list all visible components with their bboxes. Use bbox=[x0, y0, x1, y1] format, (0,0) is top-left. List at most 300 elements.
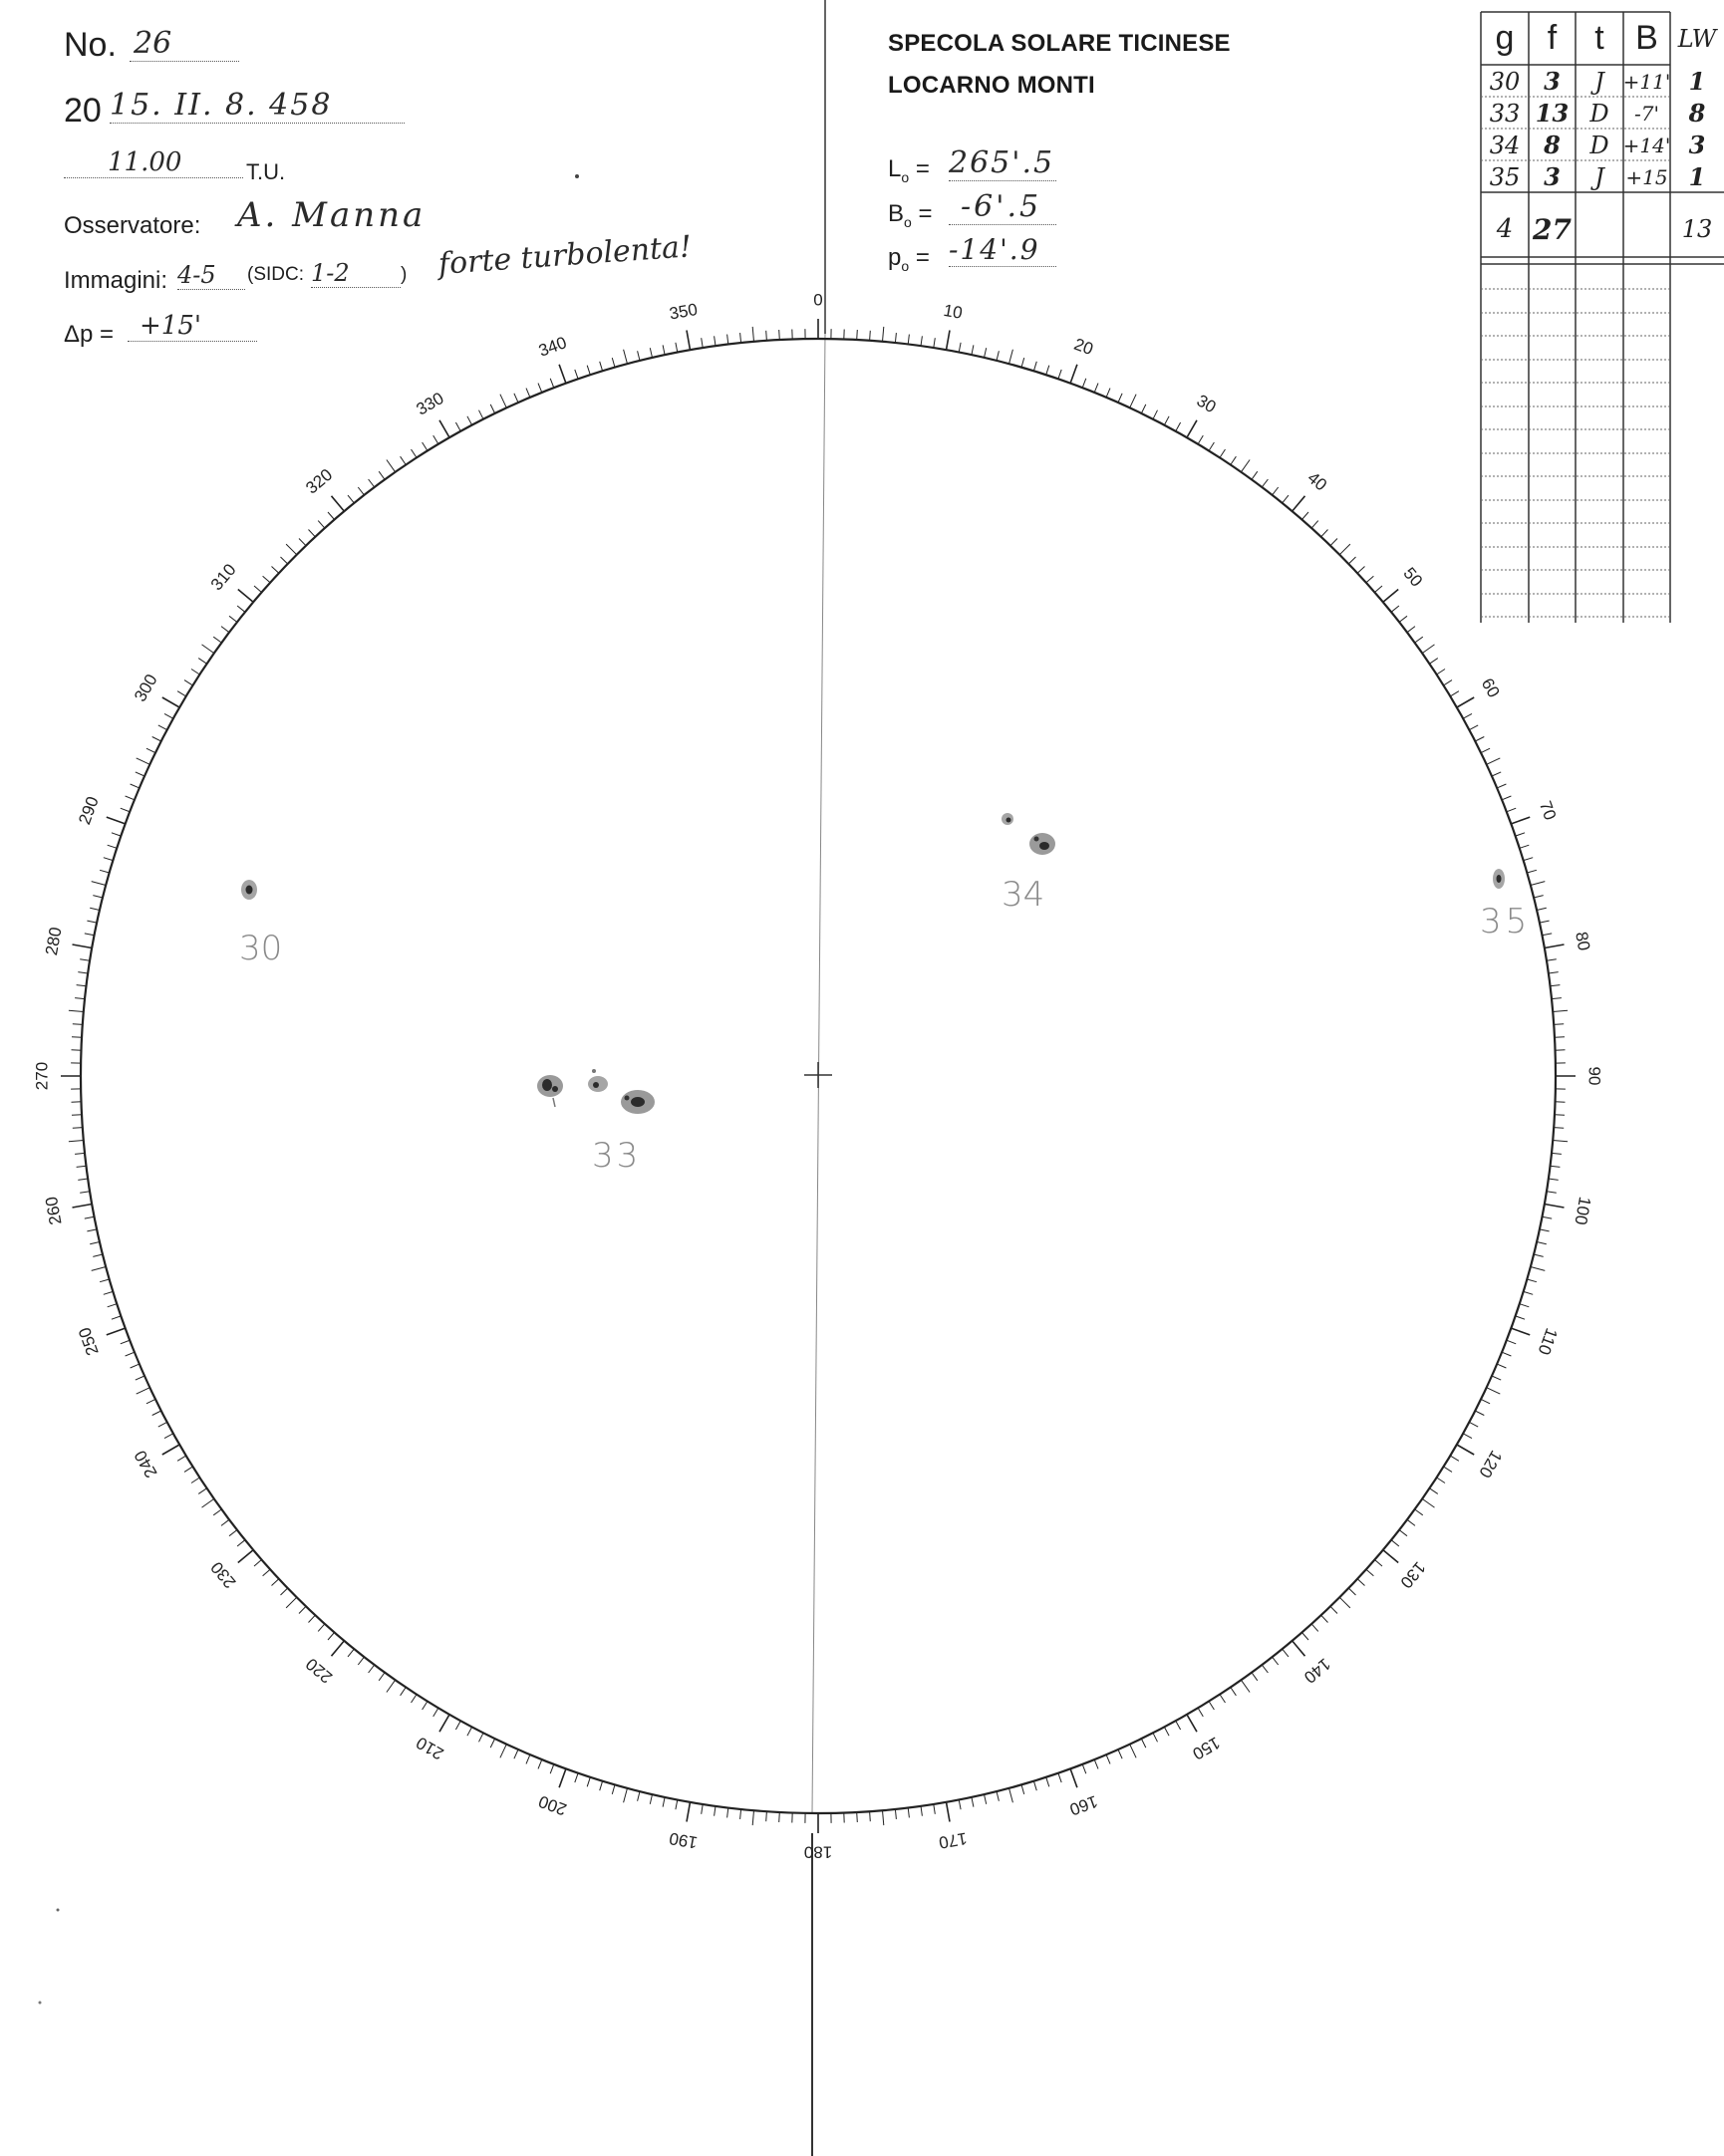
degree-tick bbox=[1502, 1352, 1511, 1356]
group-label-30: 30 bbox=[239, 929, 283, 968]
degree-tick bbox=[136, 772, 144, 776]
table-cell: D bbox=[1589, 131, 1609, 159]
degree-tick bbox=[1537, 908, 1547, 910]
degree-tick bbox=[423, 442, 428, 450]
degree-tick bbox=[439, 1715, 449, 1732]
degree-tick bbox=[112, 1316, 121, 1319]
degree-tick bbox=[600, 362, 603, 372]
degree-label: 20 bbox=[1071, 334, 1096, 360]
sidc-value: 1-2 bbox=[311, 259, 401, 288]
degree-tick bbox=[423, 1702, 428, 1710]
table-total-groups: 4 bbox=[1496, 214, 1514, 244]
degree-tick bbox=[107, 1328, 126, 1335]
degree-tick bbox=[1469, 725, 1478, 730]
degree-tick bbox=[93, 896, 103, 898]
table-cell: +15 bbox=[1625, 164, 1668, 189]
degree-tick bbox=[272, 1579, 279, 1586]
degree-tick bbox=[526, 1754, 530, 1763]
degree-tick bbox=[401, 1688, 407, 1696]
degree-tick bbox=[1450, 691, 1459, 696]
degree-tick bbox=[137, 1388, 150, 1394]
degree-tick bbox=[1502, 796, 1511, 800]
degree-tick bbox=[164, 1434, 173, 1439]
degree-label: 60 bbox=[1477, 674, 1504, 701]
degree-tick bbox=[587, 366, 590, 376]
degree-tick bbox=[650, 1794, 652, 1804]
degree-tick bbox=[1492, 1376, 1501, 1380]
degree-tick bbox=[1302, 512, 1309, 520]
degree-tick bbox=[348, 1649, 354, 1657]
degree-tick bbox=[1241, 1680, 1250, 1692]
degree-tick bbox=[467, 416, 472, 425]
degree-tick bbox=[715, 336, 716, 346]
degree-tick bbox=[479, 410, 484, 419]
degree-label: 230 bbox=[206, 1557, 240, 1592]
degree-tick bbox=[1554, 1024, 1564, 1025]
degree-tick bbox=[1153, 1733, 1158, 1742]
degree-tick bbox=[1487, 758, 1501, 764]
degree-tick bbox=[191, 1478, 199, 1483]
degree-tick bbox=[1164, 1727, 1169, 1736]
degree-tick bbox=[500, 395, 506, 408]
degree-tick bbox=[1463, 713, 1472, 718]
degree-label: 210 bbox=[413, 1733, 447, 1764]
degree-tick bbox=[1141, 1739, 1145, 1748]
degree-label: 260 bbox=[41, 1195, 66, 1226]
degree-tick bbox=[1021, 358, 1024, 368]
sunspot-group-30 bbox=[241, 880, 257, 900]
degree-tick bbox=[1231, 456, 1237, 464]
degree-tick bbox=[934, 338, 936, 348]
degree-tick bbox=[895, 333, 896, 343]
degree-tick bbox=[1422, 1498, 1434, 1507]
observation-note: forte turbolenta! bbox=[436, 229, 694, 282]
degree-tick bbox=[126, 796, 135, 800]
degree-tick bbox=[1511, 817, 1530, 824]
degree-tick bbox=[1555, 1037, 1565, 1038]
stray-mark bbox=[39, 2002, 42, 2005]
degree-tick bbox=[1118, 1750, 1122, 1758]
degree-tick bbox=[221, 1519, 229, 1525]
degree-tick bbox=[1555, 1115, 1565, 1116]
degree-label: 0 bbox=[813, 290, 823, 310]
degree-tick bbox=[299, 1606, 306, 1613]
sunspot-group-35 bbox=[1493, 869, 1505, 889]
degree-tick bbox=[514, 1750, 518, 1758]
degree-tick bbox=[1241, 460, 1250, 472]
degree-tick bbox=[538, 384, 542, 393]
degree-tick bbox=[1492, 772, 1501, 776]
L-param-label: $L_o$ = bbox=[888, 155, 930, 185]
degree-tick bbox=[213, 1509, 221, 1515]
degree-tick bbox=[895, 1809, 896, 1819]
degree-tick bbox=[1437, 670, 1445, 675]
degree-tick bbox=[1399, 1530, 1407, 1536]
degree-tick bbox=[100, 870, 110, 873]
degree-tick bbox=[1457, 697, 1474, 707]
degree-tick bbox=[1348, 1588, 1355, 1595]
degree-tick bbox=[972, 345, 974, 355]
degree-tick bbox=[348, 495, 354, 503]
degree-tick bbox=[1516, 833, 1525, 836]
degree-tick bbox=[1094, 384, 1098, 393]
table-header-g: g bbox=[1495, 19, 1515, 57]
degree-label: 340 bbox=[535, 333, 570, 361]
table-cell: 3 bbox=[1688, 131, 1706, 159]
date-value: 15. II. 8. 458 bbox=[110, 88, 405, 124]
degree-tick bbox=[1046, 366, 1049, 376]
degree-tick bbox=[1231, 1688, 1237, 1696]
degree-tick bbox=[1450, 1456, 1459, 1461]
table-cell: 33 bbox=[1489, 99, 1521, 128]
degree-tick bbox=[309, 530, 316, 537]
degree-tick bbox=[702, 338, 704, 348]
degree-label: 310 bbox=[206, 560, 240, 595]
degree-label: 90 bbox=[1584, 1066, 1604, 1086]
degree-label: 220 bbox=[302, 1654, 337, 1688]
degree-tick bbox=[997, 351, 999, 361]
degree-tick bbox=[1176, 1721, 1181, 1730]
degree-label: 240 bbox=[130, 1447, 161, 1482]
group-label-34: 34 bbox=[1002, 875, 1045, 915]
degree-tick bbox=[229, 1530, 237, 1536]
degree-tick bbox=[1357, 567, 1364, 574]
degree-tick bbox=[526, 389, 530, 398]
degree-tick bbox=[1187, 420, 1197, 437]
degree-tick bbox=[1444, 680, 1452, 685]
observer-value: A. Manna bbox=[237, 195, 427, 235]
degree-tick bbox=[158, 1422, 167, 1427]
degree-label: 320 bbox=[302, 464, 337, 498]
degree-label: 70 bbox=[1535, 798, 1561, 823]
degree-tick bbox=[121, 808, 130, 812]
degree-tick bbox=[237, 606, 245, 612]
degree-tick bbox=[1383, 1550, 1398, 1563]
degree-tick bbox=[412, 449, 418, 457]
degree-label: 30 bbox=[1193, 391, 1220, 417]
degree-tick bbox=[740, 1809, 741, 1819]
degree-tick bbox=[281, 1588, 288, 1595]
degree-tick bbox=[198, 1488, 206, 1494]
degree-tick bbox=[740, 333, 741, 343]
degree-tick bbox=[1444, 1467, 1452, 1472]
dp-value: +15' bbox=[128, 311, 257, 342]
degree-tick bbox=[883, 327, 884, 342]
degree-tick bbox=[676, 343, 678, 353]
degree-tick bbox=[1549, 972, 1559, 973]
degree-tick bbox=[78, 972, 88, 973]
degree-tick bbox=[1497, 784, 1506, 788]
degree-tick bbox=[131, 784, 140, 788]
degree-tick bbox=[490, 404, 494, 413]
degree-tick bbox=[177, 691, 186, 696]
degree-tick bbox=[1554, 1128, 1564, 1129]
sidc-label: (SIDC: bbox=[247, 264, 304, 285]
degree-tick bbox=[1252, 471, 1258, 479]
degree-tick bbox=[369, 479, 375, 487]
degree-tick bbox=[1187, 1715, 1197, 1732]
degree-tick bbox=[1321, 1615, 1328, 1622]
degree-tick bbox=[1366, 1569, 1374, 1576]
degree-tick bbox=[77, 1166, 87, 1167]
degree-tick bbox=[514, 394, 518, 403]
images-label: Immagini: bbox=[64, 267, 168, 294]
degree-tick bbox=[575, 1773, 578, 1782]
degree-tick bbox=[857, 1812, 858, 1822]
degree-tick bbox=[727, 1808, 728, 1818]
degree-tick bbox=[985, 1794, 987, 1804]
degree-label: 280 bbox=[41, 926, 66, 957]
degree-tick bbox=[1118, 394, 1122, 403]
degree-tick bbox=[1058, 1773, 1061, 1782]
degree-tick bbox=[92, 1267, 107, 1271]
degree-tick bbox=[550, 379, 554, 388]
degree-tick bbox=[1033, 1781, 1036, 1791]
degree-label: 10 bbox=[942, 300, 965, 323]
degree-tick bbox=[1437, 1478, 1445, 1483]
degree-tick bbox=[921, 1806, 922, 1816]
degree-tick bbox=[1542, 1216, 1552, 1218]
degree-tick bbox=[1391, 606, 1399, 612]
degree-tick bbox=[1130, 395, 1136, 408]
degree-tick bbox=[1551, 985, 1561, 986]
degree-tick bbox=[1082, 1764, 1086, 1773]
degree-tick bbox=[221, 627, 229, 633]
degree-tick bbox=[870, 331, 871, 341]
degree-tick bbox=[229, 616, 237, 622]
degree-tick bbox=[108, 1304, 118, 1307]
degree-tick bbox=[90, 1242, 100, 1244]
degree-tick bbox=[1009, 1788, 1013, 1803]
degree-label: 120 bbox=[1475, 1447, 1507, 1482]
degree-tick bbox=[490, 1739, 494, 1748]
degree-tick bbox=[202, 645, 214, 654]
degree-tick bbox=[1407, 627, 1415, 633]
degree-tick bbox=[1293, 496, 1305, 511]
degree-tick bbox=[1524, 858, 1534, 861]
table-cell: 1 bbox=[1688, 67, 1706, 96]
degree-tick bbox=[126, 1352, 135, 1356]
degree-tick bbox=[332, 1641, 345, 1656]
degree-tick bbox=[766, 1811, 767, 1821]
degree-tick bbox=[202, 1498, 214, 1507]
degree-tick bbox=[612, 358, 615, 368]
degree-tick bbox=[1375, 1560, 1383, 1567]
degree-tick bbox=[358, 1657, 364, 1665]
degree-tick bbox=[1130, 1745, 1136, 1758]
degree-tick bbox=[676, 1799, 678, 1809]
observatory-name: SPECOLA SOLARE TICINESE bbox=[888, 30, 1231, 57]
degree-label: 250 bbox=[75, 1324, 103, 1359]
degree-tick bbox=[947, 331, 951, 351]
degree-tick bbox=[959, 343, 961, 353]
degree-tick bbox=[857, 330, 858, 340]
observer-label: Osservatore: bbox=[64, 212, 201, 239]
table-cell: 34 bbox=[1489, 131, 1521, 159]
degree-tick bbox=[191, 670, 199, 675]
table-header-B: B bbox=[1635, 19, 1658, 57]
degree-tick bbox=[1330, 539, 1337, 546]
table-cell: -7' bbox=[1634, 101, 1659, 126]
degree-tick bbox=[766, 331, 767, 341]
degree-tick bbox=[379, 471, 385, 479]
degree-tick bbox=[1375, 586, 1383, 593]
degree-tick bbox=[238, 1550, 253, 1563]
degree-tick bbox=[1430, 1488, 1438, 1494]
degree-tick bbox=[500, 1745, 506, 1758]
degree-tick bbox=[870, 1811, 871, 1821]
table-cell: +11' bbox=[1622, 69, 1671, 94]
degree-tick bbox=[479, 1733, 484, 1742]
degree-tick bbox=[587, 1777, 590, 1787]
degree-tick bbox=[1164, 416, 1169, 425]
degree-tick bbox=[1283, 495, 1289, 503]
degree-tick bbox=[559, 1768, 566, 1787]
degree-tick bbox=[1534, 896, 1544, 898]
degree-tick bbox=[1481, 748, 1490, 752]
degree-tick bbox=[779, 1812, 780, 1822]
degree-tick bbox=[779, 330, 780, 340]
degree-tick bbox=[87, 921, 97, 923]
degree-tick bbox=[908, 335, 909, 345]
degree-tick bbox=[1457, 1445, 1474, 1455]
degree-tick bbox=[1520, 1304, 1530, 1307]
degree-tick bbox=[90, 908, 100, 910]
degree-tick bbox=[1273, 1657, 1279, 1665]
time-unit: T.U. bbox=[246, 159, 286, 184]
degree-tick bbox=[85, 934, 95, 936]
degree-tick bbox=[1552, 1153, 1562, 1154]
degree-tick bbox=[136, 1376, 144, 1380]
table-cell: 3 bbox=[1544, 67, 1561, 96]
degree-tick bbox=[100, 1279, 110, 1282]
degree-tick bbox=[69, 1010, 84, 1011]
degree-tick bbox=[152, 1411, 161, 1416]
degree-tick bbox=[1262, 1665, 1268, 1673]
table-cell: J bbox=[1594, 162, 1604, 191]
degree-tick bbox=[272, 567, 279, 574]
degree-tick bbox=[263, 1569, 271, 1576]
degree-tick bbox=[328, 1633, 335, 1641]
degree-tick bbox=[883, 1810, 884, 1825]
degree-tick bbox=[238, 590, 253, 603]
degree-tick bbox=[1552, 998, 1562, 999]
degree-tick bbox=[1311, 1624, 1318, 1632]
degree-tick bbox=[112, 833, 121, 836]
degree-tick bbox=[1094, 1759, 1098, 1768]
degree-label: 50 bbox=[1399, 563, 1427, 591]
degree-label: 140 bbox=[1299, 1654, 1334, 1688]
table-cell: 3 bbox=[1544, 162, 1561, 191]
degree-tick bbox=[1481, 1399, 1490, 1403]
degree-tick bbox=[309, 1615, 316, 1622]
degree-tick bbox=[184, 1467, 192, 1472]
degree-tick bbox=[433, 435, 438, 444]
number-value: 26 bbox=[130, 26, 239, 62]
degree-tick bbox=[379, 1673, 385, 1681]
degree-tick bbox=[1534, 1254, 1544, 1256]
degree-tick bbox=[73, 1024, 83, 1025]
degree-tick bbox=[1487, 1388, 1501, 1394]
degree-tick bbox=[687, 331, 691, 351]
degree-tick bbox=[455, 422, 460, 431]
observatory-place: LOCARNO MONTI bbox=[888, 72, 1095, 99]
degree-tick bbox=[369, 1665, 375, 1673]
degree-tick bbox=[146, 1399, 155, 1403]
degree-tick bbox=[1348, 557, 1355, 564]
table-cell: 1 bbox=[1688, 162, 1706, 191]
degree-tick bbox=[1415, 637, 1423, 643]
degree-tick bbox=[1033, 362, 1036, 372]
time-value: 11.00 bbox=[64, 147, 243, 178]
degree-tick bbox=[1430, 659, 1438, 665]
B-param-label: $B_o$ = bbox=[888, 200, 933, 230]
degree-tick bbox=[752, 1810, 753, 1825]
degree-tick bbox=[286, 544, 297, 555]
degree-tick bbox=[1553, 1141, 1568, 1142]
degree-label: 170 bbox=[937, 1828, 969, 1853]
degree-tick bbox=[75, 1153, 85, 1154]
degree-label: 290 bbox=[75, 793, 103, 828]
table-header-LW: LW bbox=[1677, 24, 1717, 53]
degree-tick bbox=[1415, 1509, 1423, 1515]
degree-tick bbox=[72, 1115, 82, 1116]
degree-label: 130 bbox=[1396, 1557, 1430, 1592]
degree-tick bbox=[137, 758, 150, 764]
degree-tick bbox=[997, 1791, 999, 1801]
B-param-value: -6'.5 bbox=[949, 189, 1056, 225]
L-param-value: 265'.5 bbox=[949, 145, 1055, 180]
degree-tick bbox=[1009, 350, 1013, 365]
degree-label: 180 bbox=[803, 1842, 833, 1862]
degree-tick bbox=[75, 998, 85, 999]
degree-tick bbox=[1153, 410, 1158, 419]
degree-tick bbox=[1527, 1279, 1537, 1282]
degree-tick bbox=[1527, 870, 1537, 873]
degree-tick bbox=[624, 1788, 628, 1803]
degree-tick bbox=[1383, 590, 1398, 603]
degree-tick bbox=[1106, 1754, 1110, 1763]
degree-tick bbox=[358, 487, 364, 495]
degree-tick bbox=[1407, 1519, 1415, 1525]
degree-tick bbox=[663, 1797, 665, 1807]
degree-tick bbox=[1507, 1340, 1516, 1344]
degree-tick bbox=[1021, 1784, 1024, 1794]
degree-tick bbox=[73, 1205, 93, 1209]
degree-tick bbox=[1475, 1411, 1484, 1416]
degree-label: 40 bbox=[1303, 467, 1331, 495]
stray-mark bbox=[575, 174, 579, 178]
degree-tick bbox=[1209, 442, 1214, 450]
degree-label: 350 bbox=[668, 299, 700, 324]
degree-label: 110 bbox=[1534, 1325, 1562, 1358]
degree-tick bbox=[77, 985, 87, 986]
table-header-f: f bbox=[1547, 19, 1558, 57]
degree-tick bbox=[1524, 1291, 1534, 1294]
degree-tick bbox=[1252, 1673, 1258, 1681]
degree-tick bbox=[1497, 1364, 1506, 1368]
degree-tick bbox=[1321, 530, 1328, 537]
table-total-lw: 13 bbox=[1681, 215, 1713, 243]
degree-tick bbox=[1058, 370, 1061, 379]
degree-tick bbox=[146, 748, 155, 752]
degree-tick bbox=[1463, 1434, 1472, 1439]
degree-tick bbox=[1357, 1579, 1364, 1586]
degree-tick bbox=[972, 1797, 974, 1807]
degree-tick bbox=[1549, 1179, 1559, 1180]
degree-tick bbox=[1311, 521, 1318, 529]
degree-tick bbox=[387, 1680, 396, 1692]
